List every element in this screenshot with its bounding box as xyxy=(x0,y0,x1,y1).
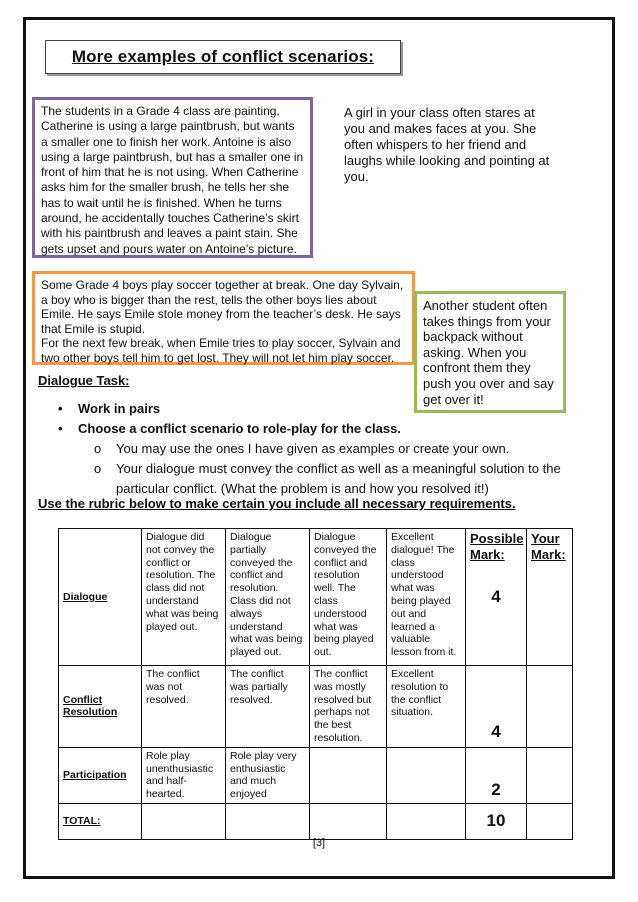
scenario-painting-text: The students in a Grade 4 class are painting. Catherine is using a large paintbrush, but wants a smaller one to finish her work. Antoine is also using a large paintbrush, but has a smaller one in front of him that he is not using. When Catherine asks him for the smaller brush, he tells her she has to wait until he is finished. When he turns around, he accidentally touches Catherine’s skirt with his paintbrush and leaves a paint stain. She gets upset and pours water on Antoine’s picture. xyxy=(41,104,304,256)
rubric-cell xyxy=(226,803,310,839)
your-mark-cell[interactable] xyxy=(527,747,573,803)
scenario-staring-box xyxy=(338,103,560,183)
scenario-backpack-box xyxy=(414,291,566,413)
rubric-cell: Role play unenthusiastic and half-hearted. xyxy=(142,747,226,803)
rubric-row-conflict-resolution xyxy=(59,666,573,748)
task-bullet xyxy=(38,399,578,419)
possible-mark-value: 4 xyxy=(491,721,501,741)
rubric-row-label: Participation xyxy=(59,747,142,803)
scenario-backpack-text: Another student often takes things from your backpack without asking. When you confront them they push you over and say get over it! xyxy=(423,298,554,407)
rubric-cell xyxy=(310,747,387,803)
dialogue-task-heading: Dialogue Task: xyxy=(38,373,130,388)
task-sub-item-text: Your dialogue must convey the conflict as well as a meaningful solution to the particular conflict. (What the problem is and how you resolved it!) xyxy=(116,461,561,496)
scenario-soccer-paragraph-2: For the next few break, when Emile tries to play soccer, Sylvain and two other boys tell him to get lost. They will not let him play soccer. xyxy=(41,336,401,365)
possible-mark-cell xyxy=(466,666,527,748)
scenario-staring-text: A girl in your class often stares at you and makes faces at you. She often whispers to her friend and laughs while looking and pointing at you. xyxy=(344,105,550,184)
rubric-cell: Role play very enthusiastic and much enjoyed xyxy=(226,747,310,803)
possible-mark-cell xyxy=(466,529,527,666)
possible-mark-value: 2 xyxy=(491,780,501,800)
your-mark-cell[interactable] xyxy=(527,803,573,839)
scenario-soccer-paragraph-1: Some Grade 4 boys play soccer together at break. One day Sylvain, a boy who is bigger than the rest, tells the other boys lies about Emile. He says Emile stole money from the teacher’s desk. He says that Emile is stupid. xyxy=(41,278,404,336)
rubric-row-total xyxy=(59,803,573,839)
rubric-table xyxy=(58,528,573,840)
rubric-row-participation xyxy=(59,747,573,803)
rubric-row-dialogue xyxy=(59,529,573,666)
rubric-cell xyxy=(387,803,466,839)
rubric-cell: Dialogue did not convey the conflict or resolution. The class did not understand what was being played out. xyxy=(142,529,226,666)
task-bullet-text: Work in pairs xyxy=(78,401,161,416)
rubric-row-label: Dialogue xyxy=(59,529,142,666)
page-number: [3] xyxy=(312,837,326,849)
rubric-cell xyxy=(142,803,226,839)
rubric-row-label: Conflict Resolution xyxy=(59,666,142,748)
scenario-soccer-box xyxy=(32,271,415,365)
rubric-cell xyxy=(310,803,387,839)
rubric-cell: Excellent resolution to the conflict situation. xyxy=(387,666,466,748)
circle-bullet-icon: o xyxy=(94,461,102,476)
possible-mark-label: Possible Mark: xyxy=(470,531,524,562)
possible-mark-cell xyxy=(466,803,527,839)
scenario-painting-box xyxy=(32,97,313,258)
task-sub-item xyxy=(38,459,578,499)
possible-mark-cell xyxy=(466,747,527,803)
rubric-cell: The conflict was not resolved. xyxy=(142,666,226,748)
rubric-cell xyxy=(387,747,466,803)
possible-mark-value: 4 xyxy=(491,587,501,606)
your-mark-label: Your Mark: xyxy=(531,531,566,562)
rubric-cell: Dialogue partially conveyed the conflict and resolution. Class did not always understand what was being played out. xyxy=(226,529,310,666)
rubric-total-label: TOTAL: xyxy=(59,803,142,839)
task-sub-item xyxy=(38,439,578,459)
your-mark-cell xyxy=(527,529,573,666)
rubric-cell: The conflict was mostly resolved but perhaps not the best resolution. xyxy=(310,666,387,748)
task-sub-item-text: You may use the ones I have given as examples or create your own. xyxy=(116,441,510,456)
rubric-cell: Excellent dialogue! The class understood what was being played out and learned a valuable lesson from it. xyxy=(387,529,466,666)
task-list xyxy=(38,399,578,499)
your-mark-cell[interactable] xyxy=(527,666,573,748)
page-title: More examples of conflict scenarios: xyxy=(71,47,375,66)
title-box xyxy=(45,40,401,74)
rubric-cell: The conflict was partially resolved. xyxy=(226,666,310,748)
circle-bullet-icon: o xyxy=(94,441,102,456)
total-possible-value: 10 xyxy=(486,811,506,831)
task-bullet xyxy=(38,419,578,439)
bullet-icon: • xyxy=(58,401,63,416)
rubric-cell: Dialogue conveyed the conflict and resolution well. The class understood what was being played out. xyxy=(310,529,387,666)
task-bullet-text: Choose a conflict scenario to role-play for the class. xyxy=(78,421,401,436)
rubric-instruction: Use the rubric below to make certain you include all necessary requirements. xyxy=(38,496,516,511)
bullet-icon: • xyxy=(58,421,63,436)
